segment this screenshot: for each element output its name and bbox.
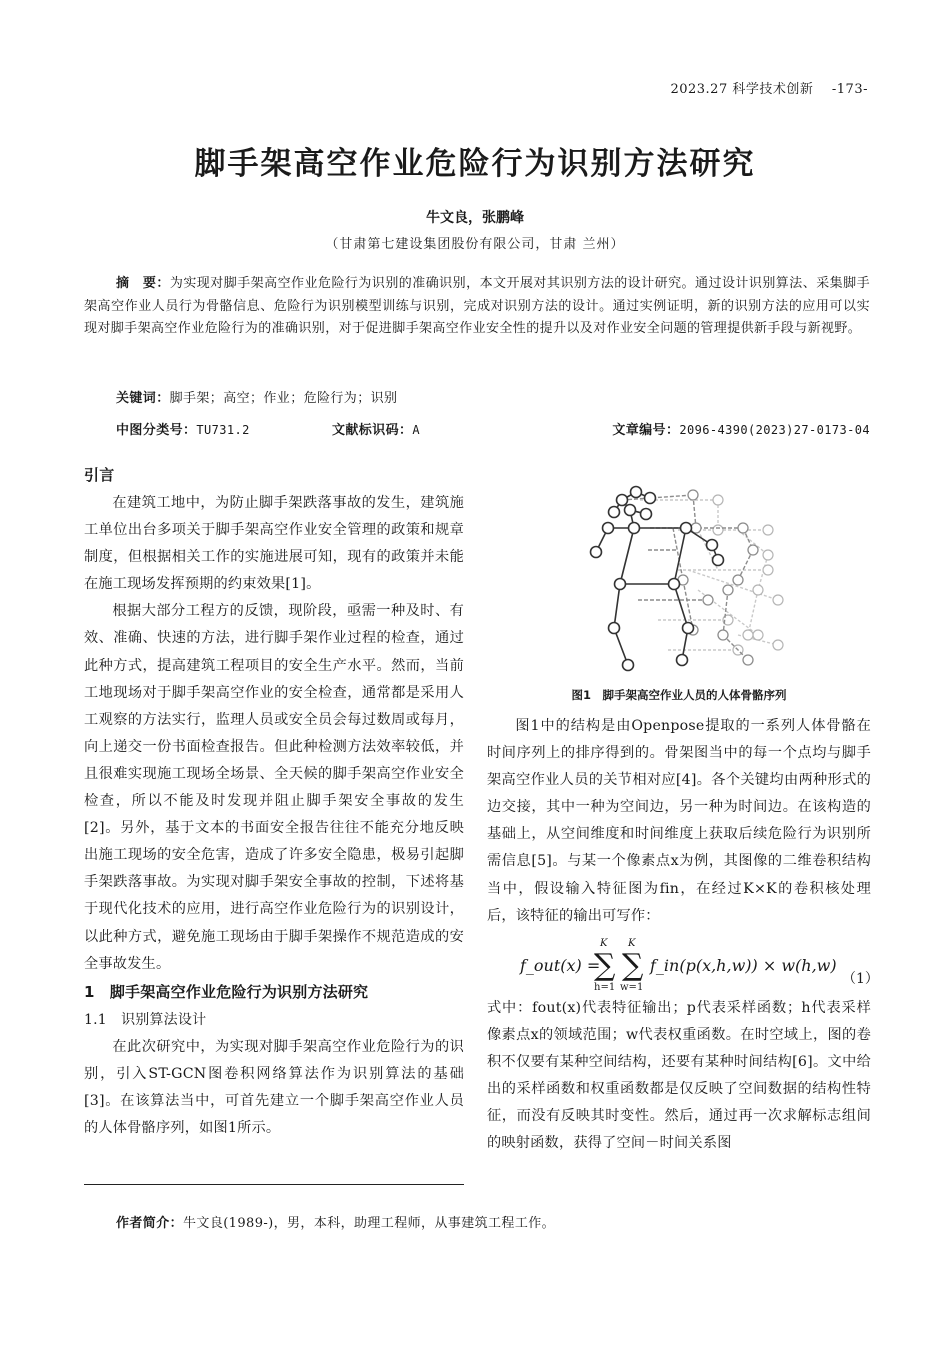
page-number: -173- (831, 82, 868, 97)
equation-number: （1） (842, 971, 879, 987)
author-note (116, 1212, 555, 1231)
author-note-text: 牛文良(1989-)，男，本科，助理工程师，从事建筑工程工作。 (183, 1216, 556, 1231)
equation-upper-limit-1: K (600, 938, 608, 949)
skeleton-front-joints (591, 487, 724, 671)
right-column-bottom (487, 995, 871, 1158)
keywords-text: 脚手架；高空；作业；危险行为；识别 (169, 391, 398, 406)
section-1-heading: 1 脚手架高空作业危险行为识别方法研究 (84, 982, 369, 1001)
paper-title: 脚手架高空作业危险行为识别方法研究 (194, 146, 756, 182)
article-number (612, 419, 870, 438)
abstract-text: 为实现对脚手架高空作业危险行为识别的准确识别，本文开展对其识别方法的设计研究。通过设计识别算法、采集脚手架高空作业人员行为骨骼信息、危险行为识别模型训练与识别，完成对识别方法的设计。通过实例证明，新的识别方法的应用可以实现对脚手架高空作业危险行为的准确识别，对于促进脚手架高空作业安全性的提升以及对作业安全问题的管理提供新手段与新视野。 (84, 276, 870, 336)
classification (116, 419, 250, 438)
section-1-1-heading: 1.1 识别算法设计 (84, 1011, 207, 1028)
equation-lower-limit-h: h=1 (594, 982, 616, 993)
classification-value: TU731.2 (196, 423, 250, 437)
page-header (670, 78, 868, 97)
keywords-label: 关键词： (116, 391, 170, 406)
authors: 牛文良，张鹏峰 (426, 210, 524, 226)
equation-lhs: f_out(x) = (520, 956, 601, 975)
skeleton-figure (578, 470, 788, 680)
intro-heading: 引言 (84, 466, 115, 484)
right-column-top (487, 713, 871, 930)
right-paragraph-1: 图1中的结构是由Openpose提取的一系列人体骨骼在时间序列上的排序得到的。骨架图当中的每一个点均与脚手架高空作业人员的关节相对应[4]。各个关键均由两种形式的边交接，其中一种为空间边，另一种为时间边。在该构造的基础上，从空间维度和时间维度上获取后续危险行为识别所需信息[5]。与某一个像素点x为例，其图像的二维卷积结构当中，假设输入特征图为fin，在经过K×K的卷积核处理后，该特征的输出可写作： (487, 718, 871, 924)
doc-code (332, 419, 420, 438)
doc-code-value: A (412, 423, 421, 437)
abstract-label: 摘 要： (116, 276, 170, 291)
article-number-label: 文章编号： (612, 423, 680, 438)
figure-caption: 图1 脚手架高空作业人员的人体骨骼序列 (571, 688, 787, 702)
equation-body: f_in(p(x,h,w)) × w(h,w) (650, 956, 837, 975)
intro-paragraph-2: 根据大部分工程方的反馈，现阶段，亟需一种及时、有效、准确、快速的方法，进行脚手架作业过程的检查，通过此种方式，提高建筑工程项目的安全生产水平。然而，当前工地现场对于脚手架高空作业的安全检查，通常都是采用人工观察的方法实行，监理人员或安全员会每过数周或每月，向上递交一份书面检查报告。但此种检测方法效率较低，并且很难实现施工现场全场景、全天候的脚手架高空作业安全检查，所以不能及时发现并阻止脚手架安全事故的发生[2]。另外，基于文本的书面安全报告往往不能充分地反映出施工现场的安全危害，造成了许多安全隐患，极易引起脚手架跌落事故。为实现对脚手架安全事故的控制，下述将基于现代化技术的应用，进行高空作业危险行为的识别设计，以此种方式，避免施工现场由于脚手架操作不规范造成的安全事故发生。 (84, 603, 464, 972)
equation-1 (520, 938, 879, 994)
equation-upper-limit-2: K (628, 938, 636, 949)
skeleton-background-frame (640, 500, 778, 650)
author-note-label: 作者简介： (116, 1216, 184, 1231)
equation-lower-limit-w: w=1 (620, 982, 644, 993)
sum-symbol-2: ∑ (622, 948, 644, 983)
affiliation: （甘肃第七建设集团股份有限公司，甘肃 兰州） (325, 237, 625, 252)
abstract (84, 273, 870, 341)
journal-issue: 2023.27 科学技术创新 (670, 82, 814, 97)
intro-paragraph-1: 在建筑工地中，为防止脚手架跌落事故的发生，建筑施工单位出台多项关于脚手架高空作业安全管理的政策和规章制度，但根据相关工作的实施进展可知，现有的政策并未能在施工现场发挥预期的约束效果[1]。 (84, 495, 464, 593)
sum-symbol-1: ∑ (594, 948, 616, 983)
doc-code-label: 文献标识码： (332, 423, 413, 438)
left-column (84, 460, 464, 1142)
section-1-1-paragraph: 在此次研究中，为实现对脚手架高空作业危险行为的识别，引入ST-GCN图卷积网络算法作为识别算法的基础[3]。在该算法当中，可首先建立一个脚手架高空作业人员的人体骨骼序列，如图1所示。 (84, 1038, 464, 1136)
right-paragraph-2: 式中：fout(x)代表特征输出；p代表采样函数；h代表采样像素点x的领域范围；w代表权重函数。在时空域上，图的卷积不仅要有某种空间结构，还要有某种时间结构[6]。文中给出的采样函数和权重函数都是仅反映了空间数据的结构性特征，而没有反映其时变性。然后，通过再一次求解标志组间的映射函数，获得了空间－时间关系图 (487, 1000, 871, 1152)
footnote-divider (84, 1184, 464, 1185)
keywords (116, 387, 397, 406)
classification-label: 中图分类号： (116, 423, 197, 438)
article-number-value: 2096-4390(2023)27-0173-04 (679, 423, 870, 437)
